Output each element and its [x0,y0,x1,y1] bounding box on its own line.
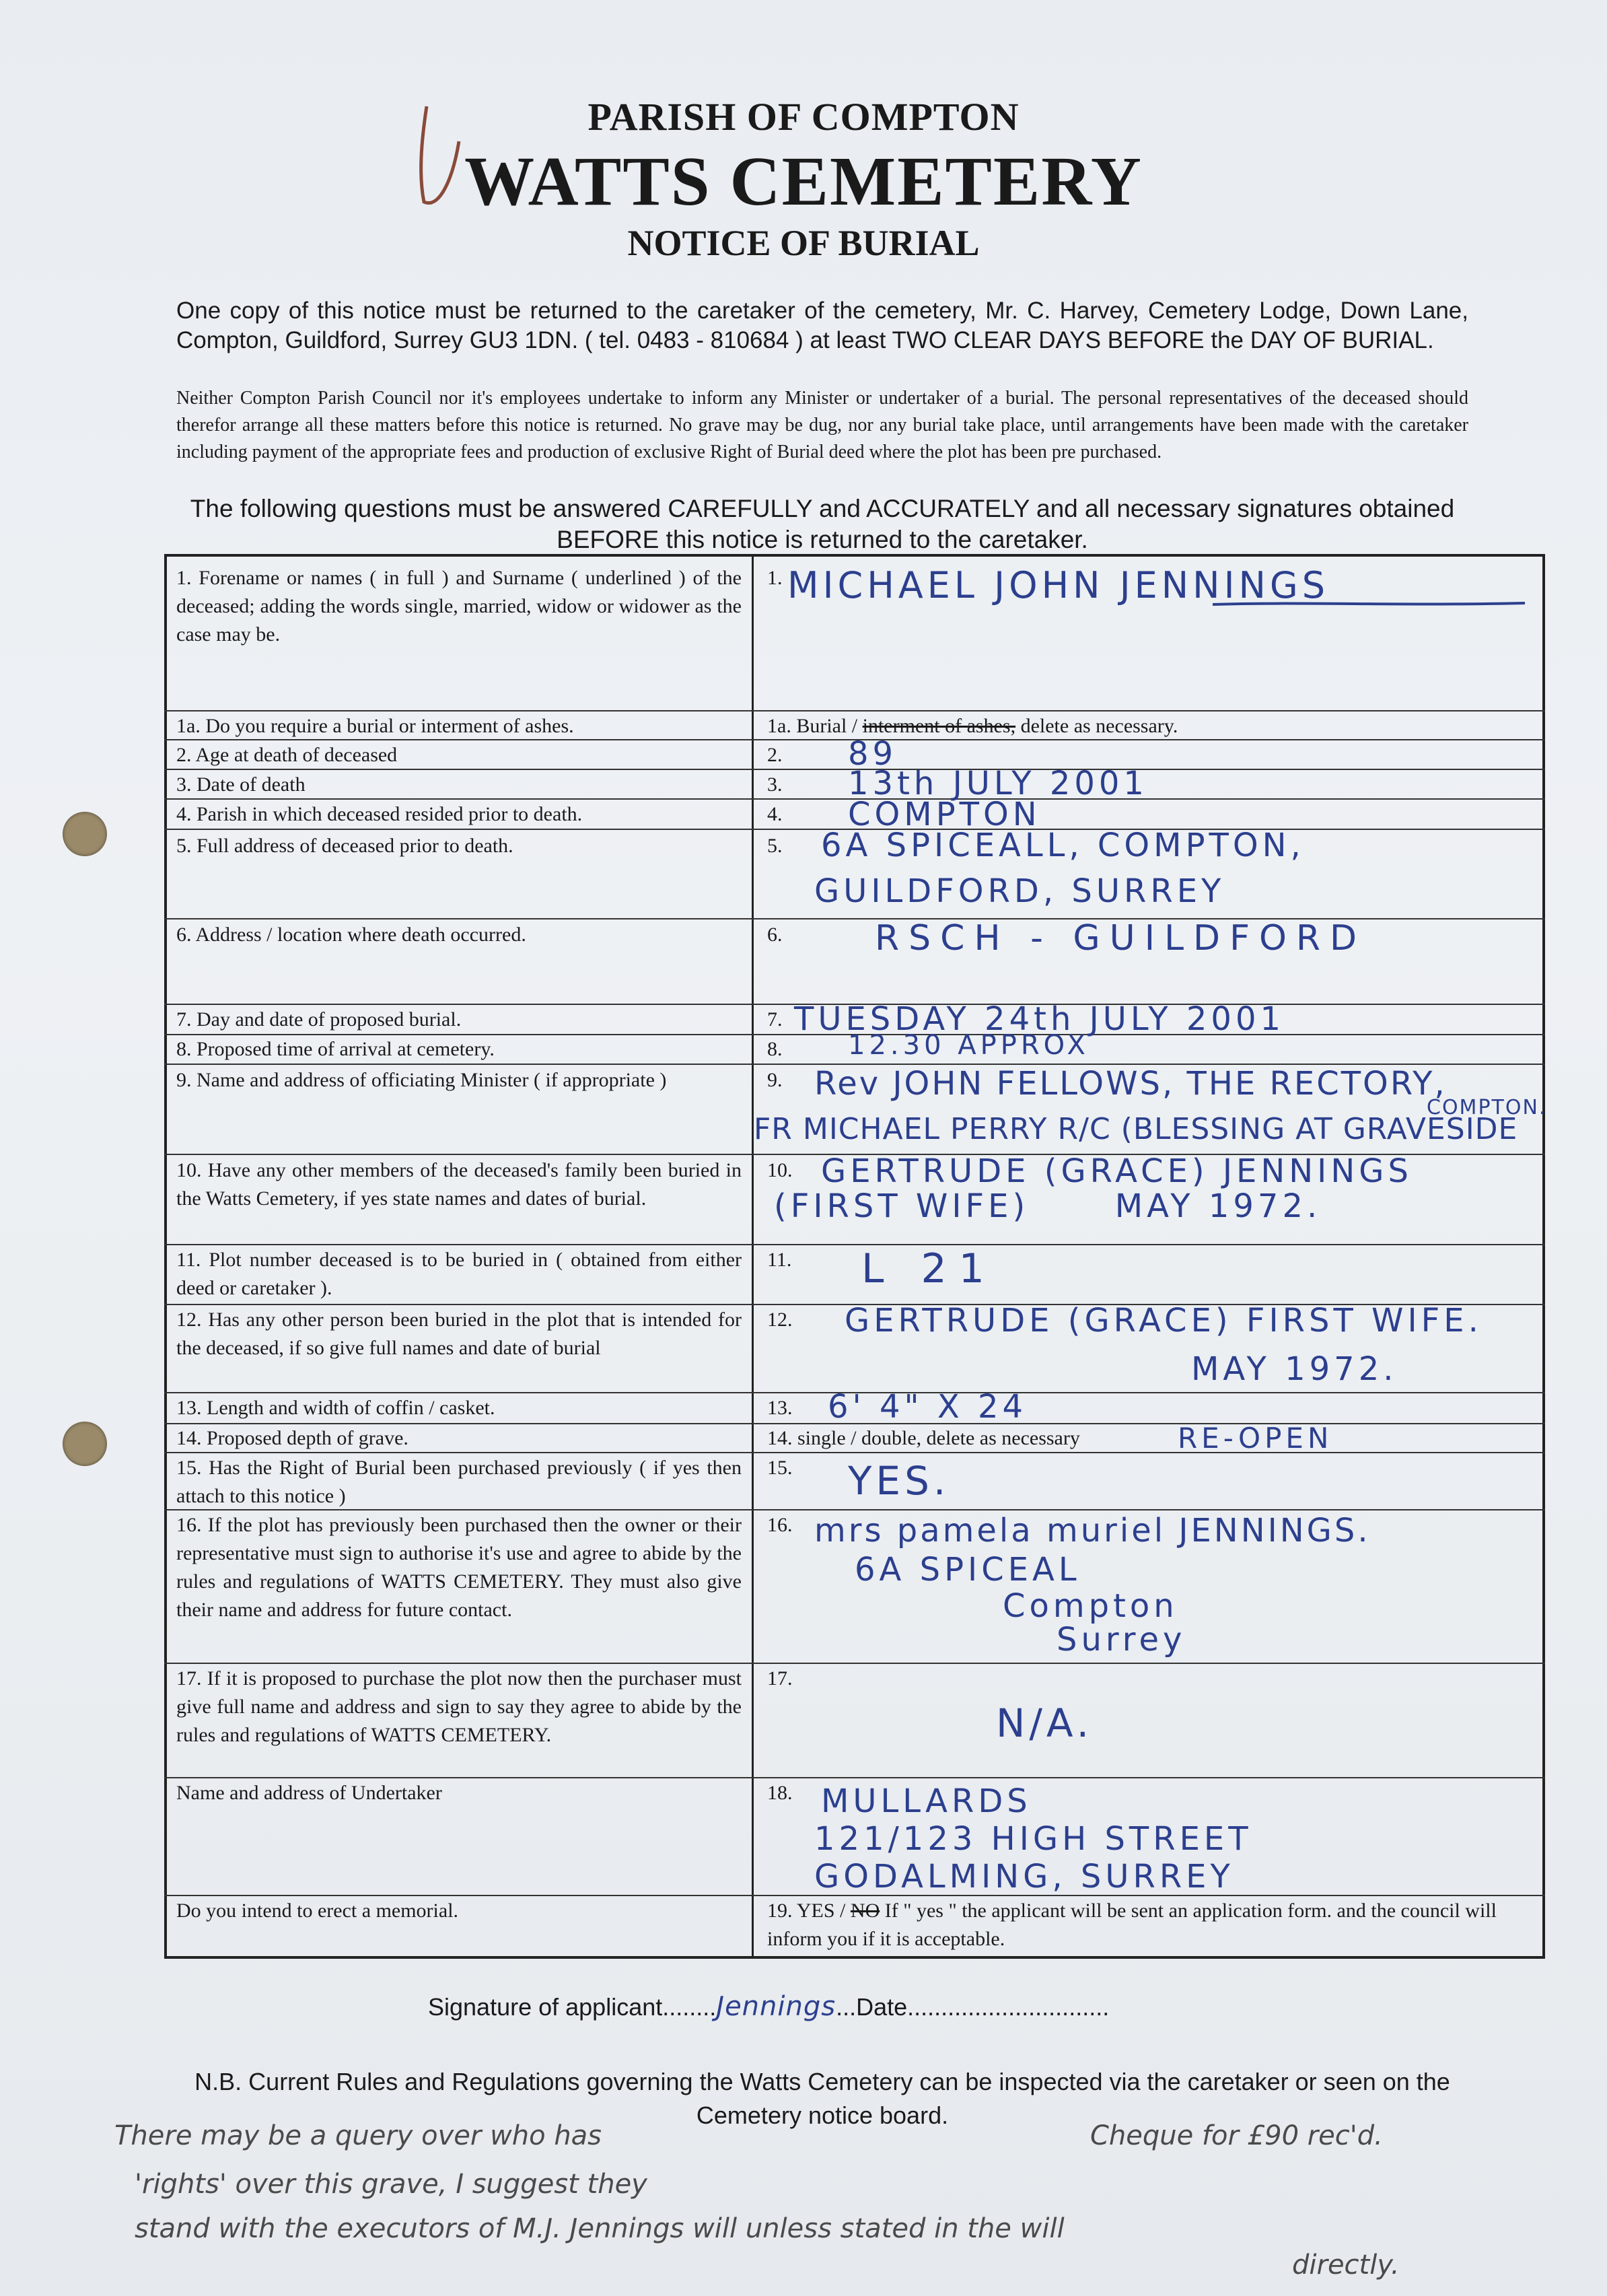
punch-hole-top [63,812,107,856]
signature-label: Signature of applicant [428,1993,663,2021]
answer-number-2: 2. [767,744,783,766]
handwritten-age: 89 [848,735,898,773]
date-dots: .............................. [907,1993,1110,2021]
surname-underline [1211,599,1528,608]
table-column-divider [752,554,754,1959]
date-label: Date [856,1993,908,2021]
answer-number-18: 18. [767,1782,793,1804]
handwritten-burial-date: TUESDAY 24th JULY 2001 [794,1000,1285,1038]
answer-19-struck-option: NO [850,1900,880,1922]
handwritten-plot-occupant: GERTRUDE (GRACE) FIRST WIFE. [845,1302,1483,1340]
answer-19-suffix: If " yes " the applicant will be sent an application form. and the council will inform you if it is acceptable. [767,1900,1497,1950]
handwritten-undertaker-town: GODALMING, SURREY [814,1858,1234,1895]
handwritten-undertaker-street: 121/123 HIGH STREET [814,1820,1252,1858]
disclaimer-paragraph: Neither Compton Parish Council nor it's employees undertake to inform any Minister or undertaker of a burial. The personal representatives of the deceased should therefor arrange all these matters before this notice is returned. No grave may be dug, nor any burial take place, until arrangements have been made with the caretaker including payment of the appropriate fees and production of exclusive Right of Burial deed where the plot has been pre purchased. [176,388,1468,462]
handwritten-undertaker-name: MULLARDS [821,1782,1032,1820]
row-divider [164,1244,1545,1245]
row-divider [164,710,1545,711]
question-6: 6. Address / location where death occurred. [176,924,526,946]
question-14: 14. Proposed depth of grave. [176,1427,408,1449]
handwritten-grave-depth: RE-OPEN [1178,1422,1333,1455]
punch-hole-bottom [63,1422,107,1466]
handwritten-date-of-death: 13th JULY 2001 [848,765,1148,802]
question-4: 4. Parish in which deceased resided prior to death. [176,803,583,825]
answer-number-13: 13. [767,1397,793,1419]
answer-number-5: 5. [767,835,783,857]
answer-number-8: 8. [767,1038,783,1060]
answer-number-9: 9. [767,1069,783,1091]
answer-1a-prefix: 1a. Burial / [767,715,863,737]
handwritten-owner-address-line1: 6A SPICEAL [855,1551,1081,1589]
handwritten-minister-line2: FR MICHAEL PERRY R/C (BLESSING AT GRAVESIDE [754,1112,1518,1146]
question-11: 11. Plot number deceased is to be buried in ( obtained from either deed or caretaker ). [176,1249,742,1299]
answer-number-12: 12. [767,1309,793,1331]
question-1: 1. Forename or names ( in full ) and Surname ( underlined ) of the deceased; adding the words single, married, widow or widower as the case may be. [176,567,742,646]
row-divider [164,1777,1545,1778]
answer-14-printed: 14. single / double, delete as necessary [767,1427,1080,1449]
pencil-note-line4: directly. [1292,2250,1400,2281]
row-divider [164,1663,1545,1664]
pencil-note-line2: 'rights' over this grave, I suggest they [135,2169,647,2200]
intro-paragraph: One copy of this notice must be returned to the caretaker of the cemetery, Mr. C. Harvey, Cemetery Lodge, Down Lane, Compton, Guildford, Surrey GU3 1DN. ( tel. 0483 - 810684 ) at least TWO CLEAR DAYS BEFORE the DAY OF BURIAL. [176,298,1468,353]
handwritten-arrival-time: 12.30 APPROX [848,1030,1090,1061]
answer-number-1: 1. [767,567,783,589]
question-19-memorial: Do you intend to erect a memorial. [176,1900,459,1922]
pencil-note-cheque: Cheque for £90 rec'd. [1090,2120,1383,2151]
handwritten-deceased-name: MICHAEL JOHN JENNINGS [787,564,1330,606]
parish-title: PARISH OF COMPTON [587,95,1020,139]
handwritten-address-line2: GUILDFORD, SURREY [814,872,1225,910]
answer-number-3: 3. [767,773,783,796]
question-10: 10. Have any other members of the deceased's family been buried in the Watts Cemetery, if yes state names and dates of burial. [176,1159,742,1210]
answer-19-printed [767,1897,1528,1953]
answer-1a-struck-option: interment of ashes, [862,715,1016,737]
handwritten-owner-name: mrs pamela muriel JENNINGS. [814,1512,1371,1550]
question-2: 2. Age at death of deceased [176,744,398,766]
handwritten-address-line1: 6A SPICEALL, COMPTON, [821,827,1305,864]
cemetery-title: WATTS CEMETERY [464,143,1143,220]
question-7: 7. Day and date of proposed burial. [176,1008,462,1031]
answer-number-17: 17. [767,1667,793,1690]
notice-title: NOTICE OF BURIAL [627,223,980,263]
answer-1a-printed [767,712,1178,740]
signature-dots-left: ........ [662,1993,717,2021]
handwritten-family-line2: (FIRST WIFE) MAY 1972. [774,1187,1322,1225]
handwritten-owner-address-line3: Surrey [1057,1621,1186,1659]
pencil-note-line3: stand with the executors of M.J. Jennings will unless stated in the will [135,2213,1065,2244]
footer-note: N.B. Current Rules and Regulations governing the Watts Cemetery can be inspected via the caretaker or seen on the Cemetery notice board. [194,2068,1450,2129]
question-12: 12. Has any other person been buried in the plot that is intended for the deceased, if so give full names and date of burial [176,1309,742,1359]
answer-number-7: 7. [767,1008,783,1031]
handwritten-minister-compton: COMPTON. [1427,1096,1547,1119]
pencil-note-line1: There may be a query over who has [114,2120,602,2151]
answer-1a-suffix: delete as necessary. [1015,715,1178,737]
answer-number-15: 15. [767,1457,793,1479]
handwritten-minister-line1: Rev JOHN FELLOWS, THE RECTORY, [814,1065,1447,1103]
question-17: 17. If it is proposed to purchase the plot now then the purchaser must give full name and address and sign to say they agree to abide by the rules and regulations of WATTS CEMETERY. [176,1667,742,1746]
handwritten-parish: COMPTON [848,796,1041,833]
handwritten-family-line1: GERTRUDE (GRACE) JENNINGS [821,1152,1413,1190]
answer-number-4: 4. [767,803,783,825]
handwritten-right-of-burial: YES. [848,1458,950,1504]
question-16: 16. If the plot has previously been purchased then the owner or their representative must sign to authorise it's use and agree to abide by the rules and regulations of WATTS CEMETERY. They must also give their name and address for future contact. [176,1514,742,1621]
question-9: 9. Name and address of officiating Minister ( if appropriate ) [176,1069,667,1091]
question-15: 15. Has the Right of Burial been purchased previously ( if yes then attach to this notice ) [176,1457,742,1507]
answer-number-16: 16. [767,1514,793,1536]
question-3: 3. Date of death [176,773,306,796]
signature-line [428,1991,1109,2022]
question-5: 5. Full address of deceased prior to death. [176,835,513,857]
question-1a: 1a. Do you require a burial or interment of ashes. [176,715,574,737]
handwritten-death-location: RSCH - GUILDFORD [875,918,1367,959]
question-8: 8. Proposed time of arrival at cemetery. [176,1038,495,1060]
handwritten-owner-address-line2: Compton [1003,1587,1178,1625]
signature-dots-mid: ... [836,1993,857,2021]
answer-number-6: 6. [767,924,783,946]
question-18-undertaker: Name and address of Undertaker [176,1782,442,1804]
handwritten-plot-occupant-date: MAY 1972. [1191,1350,1398,1388]
answer-number-10: 10. [767,1159,793,1181]
question-13: 13. Length and width of coffin / casket. [176,1397,495,1419]
answer-number-11: 11. [767,1249,792,1271]
handwritten-purchase-na: N/A. [996,1700,1094,1746]
handwritten-coffin-size: 6' 4" X 24 [828,1388,1028,1426]
instructions-paragraph: The following questions must be answered CAREFULLY and ACCURATELY and all necessary signatures obtained BEFORE this notice is returned to the caretaker. [190,495,1455,553]
handwritten-signature: Jennings [716,1991,836,2022]
handwritten-plot-number: L 21 [861,1245,997,1292]
answer-19-prefix: 19. YES / [767,1900,851,1922]
